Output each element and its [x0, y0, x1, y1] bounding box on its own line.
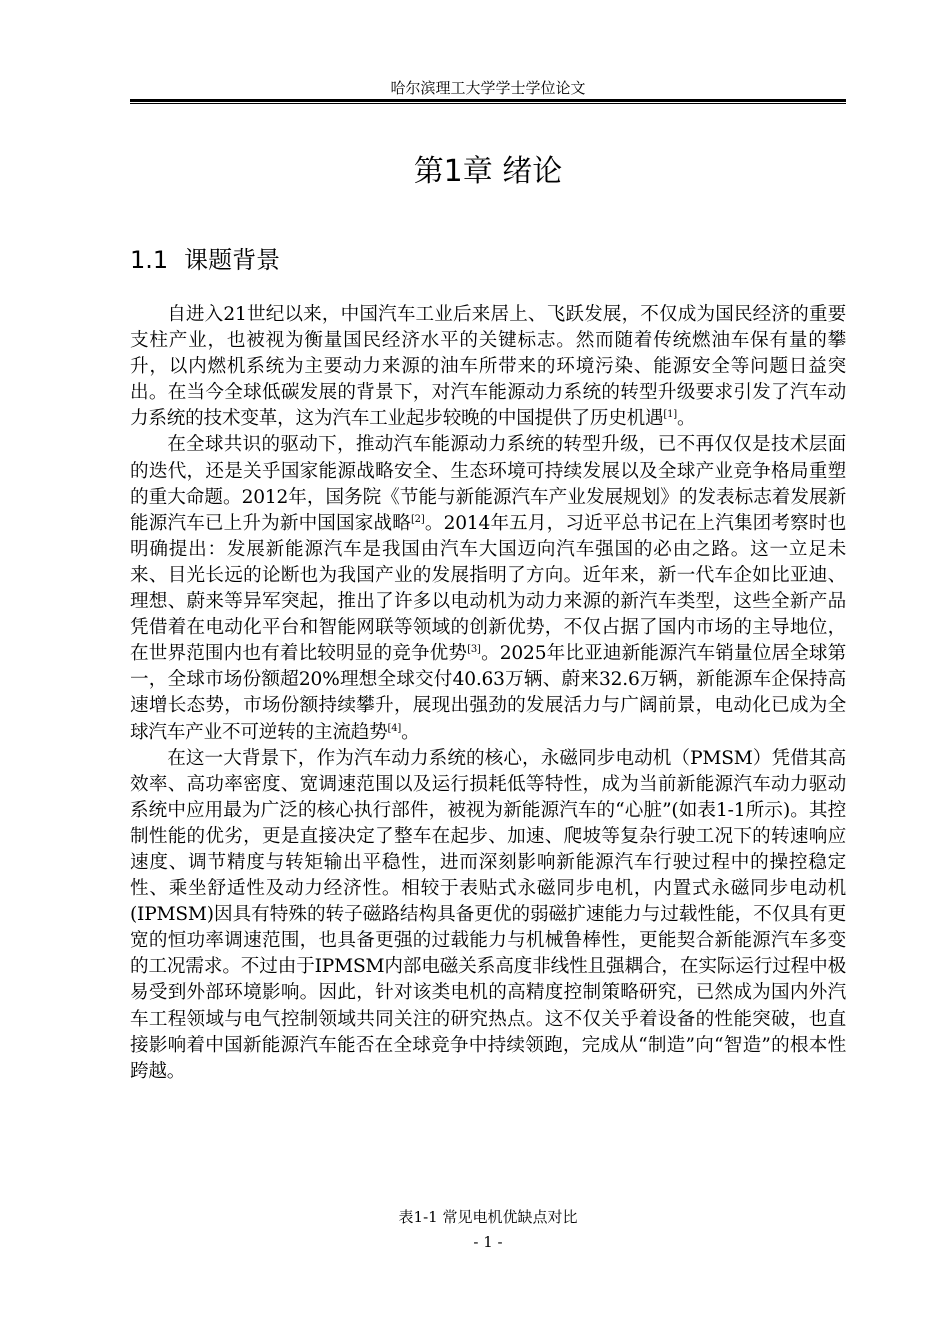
chapter-title: 第1章 绪论	[413, 154, 563, 189]
citation-ref: [2]	[410, 513, 425, 525]
paragraph-text: 在全球共识的驱动下，推动汽车能源动力系统的转型升级，已不再仅仅是技术层面的迭代，还是关乎国家能源战略安全、生态环境可持续发展以及全球产业竞争格局重塑的重大命题。2012年，国务院《节能与新能源汽车产业发展规划》的发表标志着发展新能源汽车已上升为新中国国家战略	[130, 434, 846, 534]
page-number: - 1 -	[473, 1233, 503, 1251]
paragraph-text: 自进入21世纪以来，中国汽车工业后来居上、飞跃发展，不仅成为国民经济的重要支柱产业，也被视为衡量国民经济水平的关键标志。然而随着传统燃油车保有量的攀升，以内燃机系统为主要动力来源的油车所带来的环境污染、能源安全等问题日益突出。在当今全球低碳发展的背景下，对汽车能源动力系统的转型升级要求引发了汽车动力系统的技术变革，这为汽车工业起步较晚的中国提供了历史机遇	[130, 304, 846, 430]
citation-ref: [4]	[387, 722, 402, 734]
paragraph-text: 。	[677, 408, 696, 430]
section-heading	[130, 244, 280, 276]
paragraph-2	[130, 432, 846, 745]
paragraph-3	[130, 746, 846, 1085]
citation-ref: [1]	[663, 409, 677, 421]
paragraph-text: 在这一大背景下，作为汽车动力系统的核心，永磁同步电动机（PMSM）凭借其高效率、高功率密度、宽调速范围以及运行损耗低等特性，成为当前新能源汽车动力驱动系统中应用最为广泛的核心执行部件，被视为新能源汽车的“心脏”(如表1-1所示)。其控制性能的优劣，更是直接决定了整车在起步、加速、爬坡等复杂行驶工况下的转速响应速度、调节精度与转矩输出平稳性，进而深刻影响新能源汽车行驶过程中的操控稳定性、乘坐舒适性及动力经济性。相较于表贴式永磁同步电机，内置式永磁同步电动机(IPMSM)因具有特殊的转子磁路结构具备更优的弱磁扩速能力与过载性能，不仅具有更宽的恒功率调速范围，也具备更强的过载能力与机械鲁棒性，更能契合新能源汽车多变的工况需求。不过由于IPMSM内部电磁关系高度非线性且强耦合，在实际运行过程中极易受到外部环境影响。因此，针对该类电机的高精度控制策略研究，已然成为国内外汽车工程领域与电气控制领域共同关注的研究热点。这不仅关乎着设备的性能突破，也直接影响着中国新能源汽车能否在全球竞争中持续领跑，完成从“制造”向“智造”的根本性跨越。	[130, 747, 846, 1082]
paragraph-text: 。	[401, 721, 420, 743]
citation-ref: [3]	[467, 644, 481, 656]
body-text	[130, 302, 846, 1085]
header-rule	[130, 99, 846, 104]
section-title: 课题背景	[184, 246, 281, 274]
paragraph-text: 。2014年五月，习近平总书记在上汽集团考察时也明确提出：发展新能源汽车是我国由汽车大国迈向汽车强国的必由之路。这一立足未来、目光长远的论断也为我国产业的发展指明了方向。近年来，新一代车企如比亚迪、理想、蔚来等异军突起，推出了许多以电动机为动力来源的新汽车类型，这些全新产品凭借着在电动化平台和智能网联等领域的创新优势，不仅占据了国内市场的主导地位，在世界范围内也有着比较明显的竞争优势	[130, 512, 846, 665]
table-caption: 表1-1 常见电机优缺点对比	[398, 1208, 578, 1226]
section-number: 1.1	[130, 246, 169, 274]
running-header: 哈尔滨理工大学学士学位论文	[390, 79, 586, 97]
paragraph-text: 。2025年比亚迪新能源汽车销量位居全球第一，全球市场份额超20%理想全球交付40.63万辆、蔚来32.6万辆，新能源车企保持高速增长态势，市场份额持续攀升，展现出强劲的发展活力与广阔前景，电动化已成为全球汽车产业不可逆转的主流趋势	[130, 643, 847, 743]
paragraph-1	[130, 302, 846, 432]
